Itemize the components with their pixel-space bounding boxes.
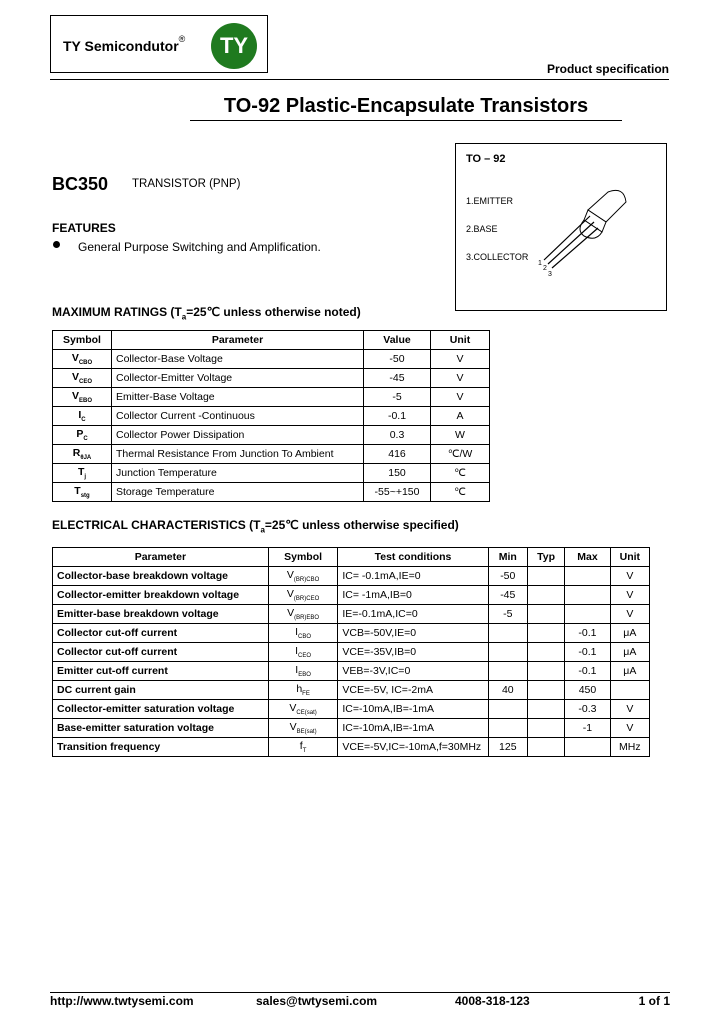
table-row xyxy=(53,483,490,502)
parameter-cell: DC current gain xyxy=(53,681,269,700)
column-header: Min xyxy=(488,548,527,567)
table-row xyxy=(53,643,650,662)
typ-cell xyxy=(527,719,564,738)
package-box xyxy=(455,143,667,311)
symbol-subscript: CEO xyxy=(79,379,93,386)
typ-cell xyxy=(527,624,564,643)
symbol-letter: V xyxy=(289,701,297,714)
max-cell xyxy=(565,586,610,605)
feature-item: General Purpose Switching and Amplification. xyxy=(78,240,321,254)
symbol-subscript: (BR)CBO xyxy=(293,577,320,584)
typ-cell xyxy=(527,605,564,624)
column-header: Symbol xyxy=(268,548,338,567)
table-row xyxy=(53,700,650,719)
symbol-cell xyxy=(268,605,338,624)
table-row xyxy=(53,624,650,643)
value-cell: -50 xyxy=(364,350,431,369)
parameter-cell: Collector Power Dissipation xyxy=(112,426,364,445)
part-number: BC350 xyxy=(52,174,109,194)
unit-cell: V xyxy=(610,719,649,738)
max-cell: 450 xyxy=(565,681,610,700)
symbol-cell xyxy=(53,464,112,483)
table-row xyxy=(53,350,490,369)
max-cell: -0.1 xyxy=(565,643,610,662)
symbol-subscript: C xyxy=(81,417,86,424)
unit-cell xyxy=(610,681,649,700)
unit-cell: V xyxy=(431,350,490,369)
symbol-cell xyxy=(53,407,112,426)
electrical-heading: ELECTRICAL CHARACTERISTICS ($T_a=25℃$ unless otherwise specified) xyxy=(52,518,459,535)
condition-cell: IC= -0.1mA,IE=0 xyxy=(338,567,488,586)
symbol-cell xyxy=(268,586,338,605)
unit-cell: W xyxy=(431,426,490,445)
max-cell xyxy=(565,605,610,624)
table-row xyxy=(53,586,650,605)
pin-label-base: 2.BASE xyxy=(466,224,498,234)
table-row xyxy=(53,407,490,426)
pin-number-1: 1 xyxy=(538,260,542,267)
unit-cell: μA xyxy=(610,662,649,681)
symbol-cell xyxy=(53,483,112,502)
symbol-letter: R xyxy=(72,446,81,459)
parameter-cell: Base-emitter saturation voltage xyxy=(53,719,269,738)
symbol-letter: V xyxy=(286,587,294,600)
symbol-subscript: FE xyxy=(302,691,310,698)
min-cell: 40 xyxy=(488,681,527,700)
symbol-subscript: (BR)CEO xyxy=(293,596,320,603)
column-header: Parameter xyxy=(112,331,364,350)
value-cell: -45 xyxy=(364,369,431,388)
parameter-cell: Collector-base breakdown voltage xyxy=(53,567,269,586)
registered-mark: ® xyxy=(178,34,186,44)
max-ratings-heading: MAXIMUM RATINGS ($T_a=25℃$ unless otherwise noted) xyxy=(52,305,361,322)
unit-cell: ℃/W xyxy=(431,445,490,464)
column-header: Symbol xyxy=(53,331,112,350)
table-row xyxy=(53,681,650,700)
max-cell: -0.1 xyxy=(565,624,610,643)
parameter-cell: Collector-emitter saturation voltage xyxy=(53,700,269,719)
parameter-cell: Collector cut-off current xyxy=(53,624,269,643)
parameter-cell: Thermal Resistance From Junction To Ambient xyxy=(112,445,364,464)
typ-cell xyxy=(527,586,564,605)
min-cell xyxy=(488,662,527,681)
symbol-cell xyxy=(53,445,112,464)
header-divider xyxy=(50,79,669,80)
typ-cell xyxy=(527,643,564,662)
electrical-characteristics-table xyxy=(52,547,650,757)
brand-logo: TY xyxy=(211,23,257,69)
typ-cell xyxy=(527,700,564,719)
unit-cell: V xyxy=(431,388,490,407)
value-cell: -55~+150 xyxy=(364,483,431,502)
brand-name: TY Semicondutor® xyxy=(63,34,186,54)
symbol-subscript: stg xyxy=(80,493,90,500)
symbol-letter: V xyxy=(289,720,297,733)
symbol-cell xyxy=(268,662,338,681)
min-cell xyxy=(488,719,527,738)
table-row xyxy=(53,426,490,445)
features-heading: FEATURES xyxy=(52,221,116,235)
symbol-subscript: CBO xyxy=(78,360,93,367)
table-header-row xyxy=(53,331,490,350)
min-cell: -5 xyxy=(488,605,527,624)
footer-divider xyxy=(50,992,670,993)
table-row xyxy=(53,445,490,464)
table-row xyxy=(53,369,490,388)
symbol-cell xyxy=(268,719,338,738)
symbol-cell xyxy=(268,681,338,700)
symbol-cell xyxy=(268,567,338,586)
symbol-letter: V xyxy=(71,351,79,364)
condition-cell: VEB=-3V,IC=0 xyxy=(338,662,488,681)
pin-number-3: 3 xyxy=(548,271,552,278)
condition-cell: VCB=-50V,IE=0 xyxy=(338,624,488,643)
symbol-subscript: CBO xyxy=(298,634,312,641)
unit-cell: V xyxy=(610,567,649,586)
column-header: Parameter xyxy=(53,548,269,567)
value-cell: -0.1 xyxy=(364,407,431,426)
unit-cell: ℃ xyxy=(431,464,490,483)
symbol-subscript: T xyxy=(302,748,307,755)
unit-cell: A xyxy=(431,407,490,426)
unit-cell: μA xyxy=(610,624,649,643)
symbol-subscript: CE(sat) xyxy=(296,710,317,717)
symbol-letter: I xyxy=(295,625,299,638)
unit-cell: V xyxy=(610,605,649,624)
unit-cell: MHz xyxy=(610,738,649,757)
table-row xyxy=(53,605,650,624)
parameter-cell: Emitter cut-off current xyxy=(53,662,269,681)
condition-cell: VCE=-35V,IB=0 xyxy=(338,643,488,662)
typ-cell xyxy=(527,738,564,757)
symbol-letter: I xyxy=(295,644,299,657)
condition-cell: IC= -1mA,IB=0 xyxy=(338,586,488,605)
value-cell: 416 xyxy=(364,445,431,464)
min-cell xyxy=(488,643,527,662)
min-cell: -45 xyxy=(488,586,527,605)
symbol-letter: f xyxy=(299,739,303,752)
bullet-icon xyxy=(53,241,60,248)
column-header: Max xyxy=(565,548,610,567)
symbol-cell xyxy=(53,350,112,369)
parameter-cell: Emitter-Base Voltage xyxy=(112,388,364,407)
symbol-subscript: BE(sat) xyxy=(296,729,317,736)
symbol-letter: V xyxy=(71,389,79,402)
condition-cell: VCE=-5V,IC=-10mA,f=30MHz xyxy=(338,738,488,757)
min-cell: -50 xyxy=(488,567,527,586)
max-cell: -1 xyxy=(565,719,610,738)
min-cell xyxy=(488,624,527,643)
symbol-letter: V xyxy=(71,370,79,383)
condition-cell: VCE=-5V, IC=-2mA xyxy=(338,681,488,700)
page-number: 1 of 1 xyxy=(638,994,670,1008)
value-cell: 150 xyxy=(364,464,431,483)
symbol-letter: I xyxy=(78,408,82,421)
table-row xyxy=(53,464,490,483)
typ-cell xyxy=(527,662,564,681)
unit-cell: V xyxy=(610,700,649,719)
symbol-cell xyxy=(268,700,338,719)
document-type: Product specification xyxy=(546,62,669,76)
symbol-letter: I xyxy=(295,663,299,676)
parameter-cell: Collector cut-off current xyxy=(53,643,269,662)
package-name: TO – 92 xyxy=(466,153,506,165)
max-cell xyxy=(565,567,610,586)
parameter-cell: Storage Temperature xyxy=(112,483,364,502)
symbol-subscript: j xyxy=(84,474,87,481)
to92-package-icon xyxy=(536,172,646,282)
unit-cell: μA xyxy=(610,643,649,662)
symbol-letter: P xyxy=(76,427,84,440)
table-row xyxy=(53,567,650,586)
parameter-cell: Collector-Emitter Voltage xyxy=(112,369,364,388)
symbol-subscript: CEO xyxy=(298,653,312,660)
parameter-cell: Junction Temperature xyxy=(112,464,364,483)
document-title: TO-92 Plastic-Encapsulate Transistors xyxy=(190,95,622,121)
table-row xyxy=(53,738,650,757)
table-row xyxy=(53,662,650,681)
parameter-cell: Collector-Base Voltage xyxy=(112,350,364,369)
symbol-subscript: EBO xyxy=(79,398,93,405)
max-cell: -0.1 xyxy=(565,662,610,681)
footer-phone: 4008-318-123 xyxy=(455,994,530,1008)
symbol-cell xyxy=(268,624,338,643)
column-header: Test conditions xyxy=(338,548,488,567)
max-ratings-table xyxy=(52,330,490,502)
min-cell xyxy=(488,700,527,719)
value-cell: 0.3 xyxy=(364,426,431,445)
condition-cell: IC=-10mA,IB=-1mA xyxy=(338,700,488,719)
value-cell: -5 xyxy=(364,388,431,407)
unit-cell: V xyxy=(431,369,490,388)
column-header: Value xyxy=(364,331,431,350)
table-row xyxy=(53,719,650,738)
typ-cell xyxy=(527,681,564,700)
unit-cell: V xyxy=(610,586,649,605)
pin-label-collector: 3.COLLECTOR xyxy=(466,252,529,262)
max-cell xyxy=(565,738,610,757)
symbol-cell xyxy=(268,738,338,757)
part-description: TRANSISTOR (PNP) xyxy=(132,178,241,190)
symbol-cell xyxy=(53,388,112,407)
symbol-cell xyxy=(53,426,112,445)
column-header: Unit xyxy=(610,548,649,567)
symbol-letter: T xyxy=(74,484,81,497)
pin-number-2: 2 xyxy=(543,265,547,272)
table-header-row xyxy=(53,548,650,567)
symbol-subscript: EBO xyxy=(298,672,311,679)
logo-box xyxy=(50,15,268,73)
footer-email-link[interactable]: sales@twtysemi.com xyxy=(256,994,378,1008)
condition-cell: IE=-0.1mA,IC=0 xyxy=(338,605,488,624)
parameter-cell: Collector Current -Continuous xyxy=(112,407,364,426)
symbol-cell xyxy=(268,643,338,662)
parameter-cell: Collector-emitter breakdown voltage xyxy=(53,586,269,605)
typ-cell xyxy=(527,567,564,586)
pin-label-emitter: 1.EMITTER xyxy=(466,196,514,206)
symbol-subscript: C xyxy=(83,436,88,443)
table-row xyxy=(53,388,490,407)
symbol-subscript: θJA xyxy=(80,455,92,462)
unit-cell: ℃ xyxy=(431,483,490,502)
condition-cell: IC=-10mA,IB=-1mA xyxy=(338,719,488,738)
parameter-cell: Transition frequency xyxy=(53,738,269,757)
min-cell: 125 xyxy=(488,738,527,757)
symbol-letter: T xyxy=(77,465,85,478)
symbol-subscript: (BR)EBO xyxy=(294,615,320,622)
symbol-cell xyxy=(53,369,112,388)
symbol-letter: V xyxy=(287,606,295,619)
footer-website-link[interactable]: http://www.twtysemi.com xyxy=(50,994,194,1008)
max-cell: -0.3 xyxy=(565,700,610,719)
column-header: Typ xyxy=(527,548,564,567)
parameter-cell: Emitter-base breakdown voltage xyxy=(53,605,269,624)
symbol-letter: V xyxy=(286,568,294,581)
column-header: Unit xyxy=(431,331,490,350)
symbol-letter: h xyxy=(296,682,303,695)
